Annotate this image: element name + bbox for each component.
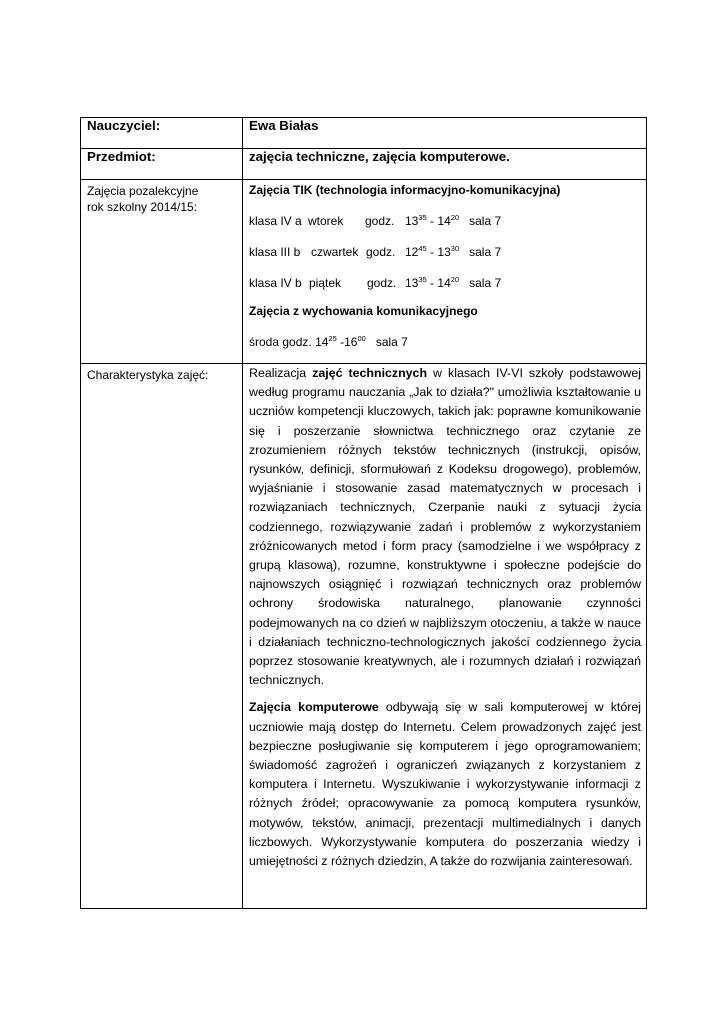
room: sala 7 [469, 245, 502, 259]
day: piątek [309, 276, 342, 290]
characteristics-label: Charakterystyka zajęć: [81, 364, 243, 909]
end-minute: 00 [357, 334, 366, 343]
godz-label: godz. [366, 245, 396, 259]
end-hour: 13 [437, 245, 451, 259]
schedule-line [249, 214, 640, 228]
day-and-godz: środa godz. [249, 335, 312, 349]
info-table [80, 117, 647, 909]
p2-bold-term: Zajęcia komputerowe [249, 700, 379, 715]
day: czwartek [311, 245, 359, 259]
subject-value: zajęcia techniczne, zajęcia komputerowe. [243, 149, 647, 180]
start-minute: 25 [328, 334, 337, 343]
characteristics-row [81, 364, 647, 909]
tik-title: Zajęcia TIK (technologia informacyjno-komunikacyjna) [249, 183, 561, 197]
start-hour: 12 [405, 245, 419, 259]
activities-row [81, 180, 647, 364]
start-hour: 14 [315, 335, 329, 349]
p1-body: w klasach IV-VI szkoły podstawowej według programu nauczania „Jak to działa?" umożliwia kształtowanie u uczniów kompetencji kluczowych, takich jak: poprawne komunikowanie się i poszerzanie słownictwa technicznego oraz czytanie ze zrozumieniem różnych tekstów technicznych (instrukcji, opisów, rysunków, definicji, sformułowań z Kodeksu drogowego), problemów, wyjaśnianie i stosowanie zasad matematycznych w procesach i rozwiązaniach technicznych, Czerpanie nauki z sytuacji życia codziennego, rozwiązywanie zadań i problemów z wykorzystaniem zróżnicowanych metod i form pracy (samodzielne i we współpracy z grupą klasową), rozumne, konstruktywne i społeczne podejście do najnowszych osiągnięć i rozwiązań technicznych oraz problemów ochrony środowiska naturalnego, planowanie czynności podejmowanych na co dzień w najbliższym otoczeniu, a także w nauce i działaniach techniczno-technologicznych jakości codziennego życia poprzez stosowanie kreatywnych, ale i rozumnych działań i rozwiązań technicznych. [249, 366, 641, 688]
activities-label-line1: Zajęcia pozalekcyjne [87, 184, 199, 198]
class-name: klasa IV a [249, 214, 302, 228]
room: sala 7 [469, 214, 502, 228]
day: wtorek [308, 214, 344, 228]
activities-label-line2: rok szkolny 2014/15: [87, 200, 198, 214]
class-name: klasa IV b [249, 276, 302, 290]
godz-label: godz. [365, 214, 395, 228]
activities-label-cell [81, 180, 243, 364]
end-minute: 30 [450, 244, 460, 253]
time-separator: - [430, 276, 435, 290]
start-minute: 35 [418, 213, 427, 222]
room: sala 7 [375, 335, 408, 349]
end-hour: 14 [437, 276, 451, 290]
time-separator: - [430, 214, 435, 228]
end-hour: 16 [344, 335, 358, 349]
schedule-cell [243, 180, 647, 364]
subject-row [81, 149, 647, 180]
time-separator: - [430, 245, 435, 259]
room: sala 7 [469, 276, 502, 290]
traffic-ed-title: Zajęcia z wychowania komunikacyjnego [249, 304, 478, 318]
characteristics-cell [243, 364, 647, 909]
technical-classes-paragraph [249, 364, 641, 690]
end-minute: 20 [450, 275, 460, 284]
computer-classes-paragraph [249, 698, 641, 871]
end-minute: 20 [450, 213, 460, 222]
schedule-line [249, 245, 640, 259]
start-minute: 35 [418, 275, 427, 284]
p2-body: odbywają się w sali komputerowej w której uczniowie mają dostęp do Internetu. Celem prowadzonych zajęć jest bezpieczne posługiwanie się komputerem i jego oprogramowaniem; świadomość zagrożeń i ograniczeń związanych z korzystaniem z komputera i Internetu. Wyszukiwanie i wykorzystywanie informacji z różnych źródeł; opracowywanie za pomocą komputera rysunków, motywów, tekstów, animacji, prezentacji multimedialnych i danych liczbowych. Wykorzystywanie komputera do poszerzania wiedzy i umiejętności z różnych dziedzin, A także do rozwijania zainteresowań. [249, 700, 641, 869]
teacher-name: Ewa Białas [243, 118, 647, 149]
schedule-line [249, 276, 640, 290]
end-hour: 14 [437, 214, 451, 228]
godz-label: godz. [367, 276, 397, 290]
p1-bold-term: zajęć technicznych [312, 366, 428, 380]
teacher-row [81, 118, 647, 149]
teacher-label: Nauczyciel: [81, 118, 243, 149]
start-minute: 45 [418, 244, 427, 253]
schedule-line-extra [249, 335, 640, 349]
start-hour: 13 [405, 276, 419, 290]
p1-intro: Realizacja [249, 366, 313, 380]
time-separator: - [340, 335, 345, 349]
subject-label: Przedmiot: [81, 149, 243, 180]
class-name: klasa III b [249, 245, 301, 259]
start-hour: 13 [405, 214, 419, 228]
